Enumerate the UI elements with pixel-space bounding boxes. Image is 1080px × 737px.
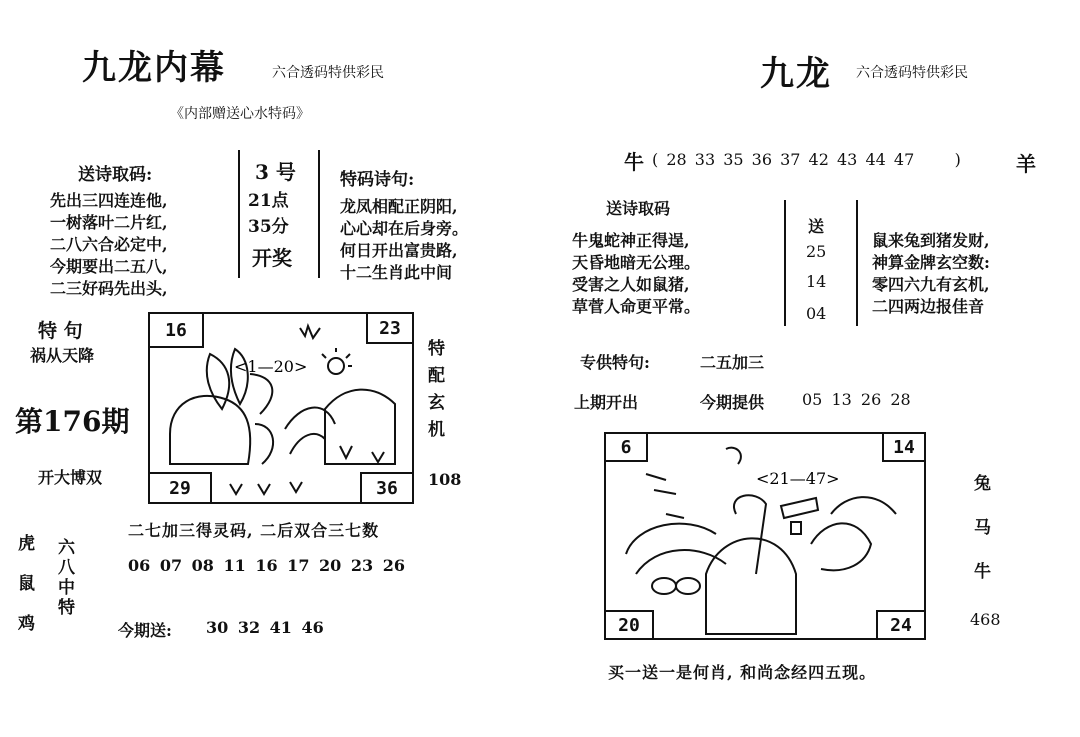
six-eight-label bbox=[58, 538, 75, 618]
today-provide-numbers: 05 13 26 28 bbox=[802, 390, 911, 409]
right-poem-line: 牛鬼蛇神正得逞, bbox=[572, 231, 690, 250]
left-picture bbox=[148, 312, 414, 504]
right-special-value: 二五加三 bbox=[700, 353, 765, 372]
right-poem bbox=[572, 230, 700, 318]
box-number: 108 bbox=[428, 470, 462, 489]
special-poem-header: 特码诗句: bbox=[340, 170, 415, 190]
left-poem-line: 一树落叶二片红, bbox=[50, 213, 168, 232]
corner-tr: 23 bbox=[366, 312, 414, 344]
left-title: 九龙内幕 bbox=[82, 48, 226, 88]
draw-open: 开奖 bbox=[252, 246, 292, 270]
vertical-char: 配 bbox=[428, 366, 445, 386]
left-poem-line: 先出三四连连他, bbox=[50, 191, 168, 210]
six-eight-char: 八 bbox=[58, 558, 75, 578]
animal: 虎 bbox=[18, 534, 35, 554]
draw-hour: 21点 bbox=[248, 191, 289, 211]
today-provide-label: 今期提供 bbox=[700, 393, 765, 412]
left-poem-line: 二三好码先出头, bbox=[50, 279, 168, 298]
right-title: 九龙 bbox=[760, 54, 832, 94]
today-send-numbers: 30 32 41 46 bbox=[206, 618, 324, 637]
six-eight-char: 中 bbox=[58, 578, 75, 598]
vertical-char: 特 bbox=[428, 339, 445, 359]
side-animal: 兔 bbox=[974, 474, 991, 494]
left-subtitle: 《内部赠送心水特码》 bbox=[170, 106, 310, 122]
right-poem2-line: 神算金牌玄空数: bbox=[872, 253, 990, 272]
today-send-label: 今期送: bbox=[118, 621, 172, 640]
numbers-line: 06 07 08 11 16 17 20 23 26 bbox=[128, 556, 405, 575]
special-poem bbox=[340, 196, 468, 284]
right-scrawl: <21—47> bbox=[756, 469, 840, 488]
vertical-char: 玄 bbox=[428, 393, 445, 413]
corner-br: 36 bbox=[360, 472, 414, 504]
corner-br: 24 bbox=[876, 610, 926, 640]
send-number: 04 bbox=[806, 304, 827, 323]
draw-minute: 35分 bbox=[248, 217, 289, 237]
six-eight-char: 六 bbox=[58, 538, 75, 558]
right-poem-line: 受害之人如鼠猪, bbox=[572, 275, 690, 294]
side-animal: 牛 bbox=[974, 562, 991, 582]
special-sentence: 祸从天降 bbox=[30, 346, 95, 365]
right-poem2-line: 二四两边报佳音 bbox=[872, 297, 985, 316]
bottom-line: 买一送一是何肖, 和尚念经四五现。 bbox=[608, 663, 877, 682]
right-picture bbox=[604, 432, 926, 640]
right-poem-line: 天昏地暗无公理。 bbox=[572, 253, 701, 272]
ox-numbers: ( 28 33 35 36 37 42 43 44 47 ) bbox=[652, 150, 961, 169]
special-poem-line: 十二生肖此中间 bbox=[340, 263, 453, 282]
vertical-char: 机 bbox=[428, 420, 445, 440]
goat-label: 羊 bbox=[1016, 152, 1036, 176]
right-picture-drawing bbox=[606, 434, 924, 638]
animals bbox=[18, 524, 35, 644]
corner-tl: 16 bbox=[148, 312, 204, 348]
special-poem-line: 龙凤相配正阴阳, bbox=[340, 197, 458, 216]
right-special-label: 专供特句: bbox=[580, 353, 650, 372]
ox-label: 牛 bbox=[624, 150, 644, 174]
side-number: 468 bbox=[970, 610, 1001, 629]
right-poem2 bbox=[872, 230, 990, 318]
right-poem-header: 送诗取码 bbox=[606, 199, 671, 218]
side-animals bbox=[974, 462, 991, 594]
special-poem-line: 心心却在后身旁。 bbox=[340, 219, 469, 238]
corner-tr: 14 bbox=[882, 432, 926, 462]
special-poem-line: 何日开出富贵路, bbox=[340, 241, 458, 260]
last-issue-label: 上期开出 bbox=[574, 393, 639, 412]
right-poem2-line: 零四六九有玄机, bbox=[872, 275, 990, 294]
open-hint: 开大博双 bbox=[38, 468, 103, 487]
left-poem-header: 送诗取码: bbox=[78, 165, 153, 185]
animal: 鼠 bbox=[18, 574, 35, 594]
send-number: 25 bbox=[806, 242, 827, 261]
corner-bl: 20 bbox=[604, 610, 654, 640]
right-poem2-line: 鼠来兔到猪发财, bbox=[872, 231, 990, 250]
special-sentence-label: 特 句 bbox=[38, 320, 83, 342]
right-poem-line: 草菅人命更平常。 bbox=[572, 297, 701, 316]
corner-tl: 6 bbox=[604, 432, 648, 462]
send-label: 送 bbox=[808, 217, 825, 236]
left-poem bbox=[50, 190, 168, 300]
vertical-label bbox=[428, 336, 445, 444]
right-title-sub: 六合透码特供彩民 bbox=[856, 65, 968, 81]
side-animal: 马 bbox=[974, 518, 991, 538]
hint-line: 二七加三得灵码, 二后双合三七数 bbox=[128, 521, 380, 540]
corner-bl: 29 bbox=[148, 472, 212, 504]
left-poem-line: 二八六合必定中, bbox=[50, 235, 168, 254]
draw-number: 3 号 bbox=[255, 160, 296, 184]
left-scrawl: <1—20> bbox=[234, 357, 308, 376]
issue-number: 第176期 bbox=[15, 405, 130, 438]
send-number: 14 bbox=[806, 272, 827, 291]
left-poem-line: 今期要出二五八, bbox=[50, 257, 168, 276]
left-title-sub: 六合透码特供彩民 bbox=[272, 65, 384, 81]
six-eight-char: 特 bbox=[58, 598, 75, 618]
animal: 鸡 bbox=[18, 614, 35, 634]
